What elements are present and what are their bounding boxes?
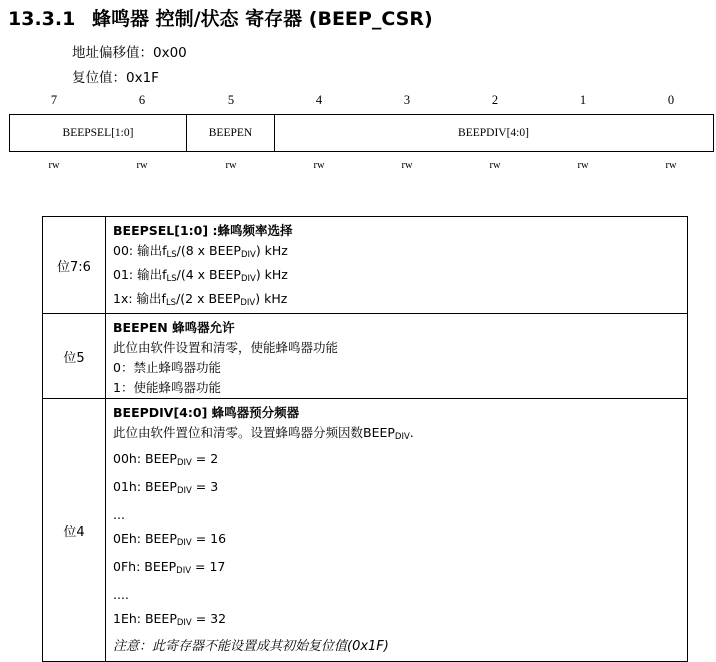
beepsel-option: 01: 输出$f_{LS}/(4$ x $BEEP_{DIV}$) kHz — [113, 267, 288, 284]
beepen-line: 1：使能蜂鸣器功能 — [113, 380, 221, 395]
beepdiv-value: 1Eh: $BEEP_{DIV} = 32$ — [113, 611, 227, 628]
address-offset: 地址偏移值：0x00 — [72, 45, 187, 61]
beepdiv-value: 0Fh: $BEEP_{DIV} = 17$ — [113, 559, 226, 576]
access-bit-1: rw — [577, 160, 589, 171]
bit-number-6: 6 — [138, 93, 146, 107]
field-beepen: BEEPEN — [186, 115, 274, 151]
beepdiv-note: 注意：此寄存器不能设置成其初始复位值(0x1F) — [113, 639, 389, 654]
reset-value: 复位值：0x1F — [72, 70, 159, 86]
access-bit-4: rw — [313, 160, 325, 171]
access-bit-0: rw — [665, 160, 677, 171]
bit-number-0: 0 — [667, 93, 675, 107]
bit-number-7: 7 — [50, 93, 58, 107]
table-row — [43, 217, 688, 314]
beepdiv-value: 00h: $BEEP_{DIV} = 2$ — [113, 451, 219, 468]
table-row — [43, 399, 688, 662]
field-beepdiv: BEEPDIV[4:0] — [274, 115, 712, 151]
beepen-title: BEEPEN 蜂鸣器允许 — [113, 320, 235, 335]
access-bit-7: rw — [48, 160, 60, 171]
beepsel-option: 00: 输出$f_{LS}/(8$ x $BEEP_{DIV}$) kHz — [113, 243, 288, 260]
beepdiv-title: BEEPDIV[4:0] 蜂鸣器预分频器 — [113, 405, 300, 420]
beepdiv-intro: 此位由软件置位和清零。设置蜂鸣器分频因数$BEEP_{DIV}$. — [113, 425, 414, 442]
section-number: 13.3.1 — [8, 8, 76, 30]
bit-number-5: 5 — [227, 93, 235, 107]
bit-number-3: 3 — [403, 93, 411, 107]
field-beepsel: BEEPSEL[1:0] — [62, 127, 134, 139]
beepsel-option: 1x: 输出$f_{LS}/(2$ x $BEEP_{DIV}$) kHz — [113, 291, 288, 308]
beepsel-title: BEEPSEL[1:0] :蜂鸣频率选择 — [113, 223, 293, 238]
table-row — [43, 314, 688, 399]
register-bitfield-box — [9, 114, 714, 152]
bit-number-1: 1 — [579, 93, 587, 107]
bit-label-4: 位4 — [43, 399, 106, 662]
beepdiv-ellipsis: ... — [113, 507, 125, 522]
beepdiv-value: 01h: $BEEP_{DIV} = 3$ — [113, 479, 219, 496]
access-bit-2: rw — [489, 160, 501, 171]
access-bit-6: rw — [136, 160, 148, 171]
access-bit-5: rw — [225, 160, 237, 171]
bit-description-table — [42, 216, 688, 662]
section-title: 蜂鸣器 控制/状态 寄存器 (BEEP_CSR) — [92, 8, 433, 30]
beepdiv-ellipsis: .... — [113, 587, 129, 602]
access-bit-3: rw — [401, 160, 413, 171]
beepsel-description — [106, 217, 688, 314]
bit-label-5: 位5 — [43, 314, 106, 399]
beepdiv-description — [106, 399, 688, 662]
section-heading — [8, 4, 433, 31]
bit-number-2: 2 — [491, 93, 499, 107]
beepen-description — [106, 314, 688, 399]
beepen-line: 0：禁止蜂鸣器功能 — [113, 360, 221, 375]
bit-label-7-6: 位7:6 — [43, 217, 106, 314]
beepdiv-value: 0Eh: $BEEP_{DIV} = 16$ — [113, 531, 227, 548]
beepen-line: 此位由软件设置和清零，使能蜂鸣器功能 — [113, 340, 339, 355]
bit-number-4: 4 — [315, 93, 323, 107]
